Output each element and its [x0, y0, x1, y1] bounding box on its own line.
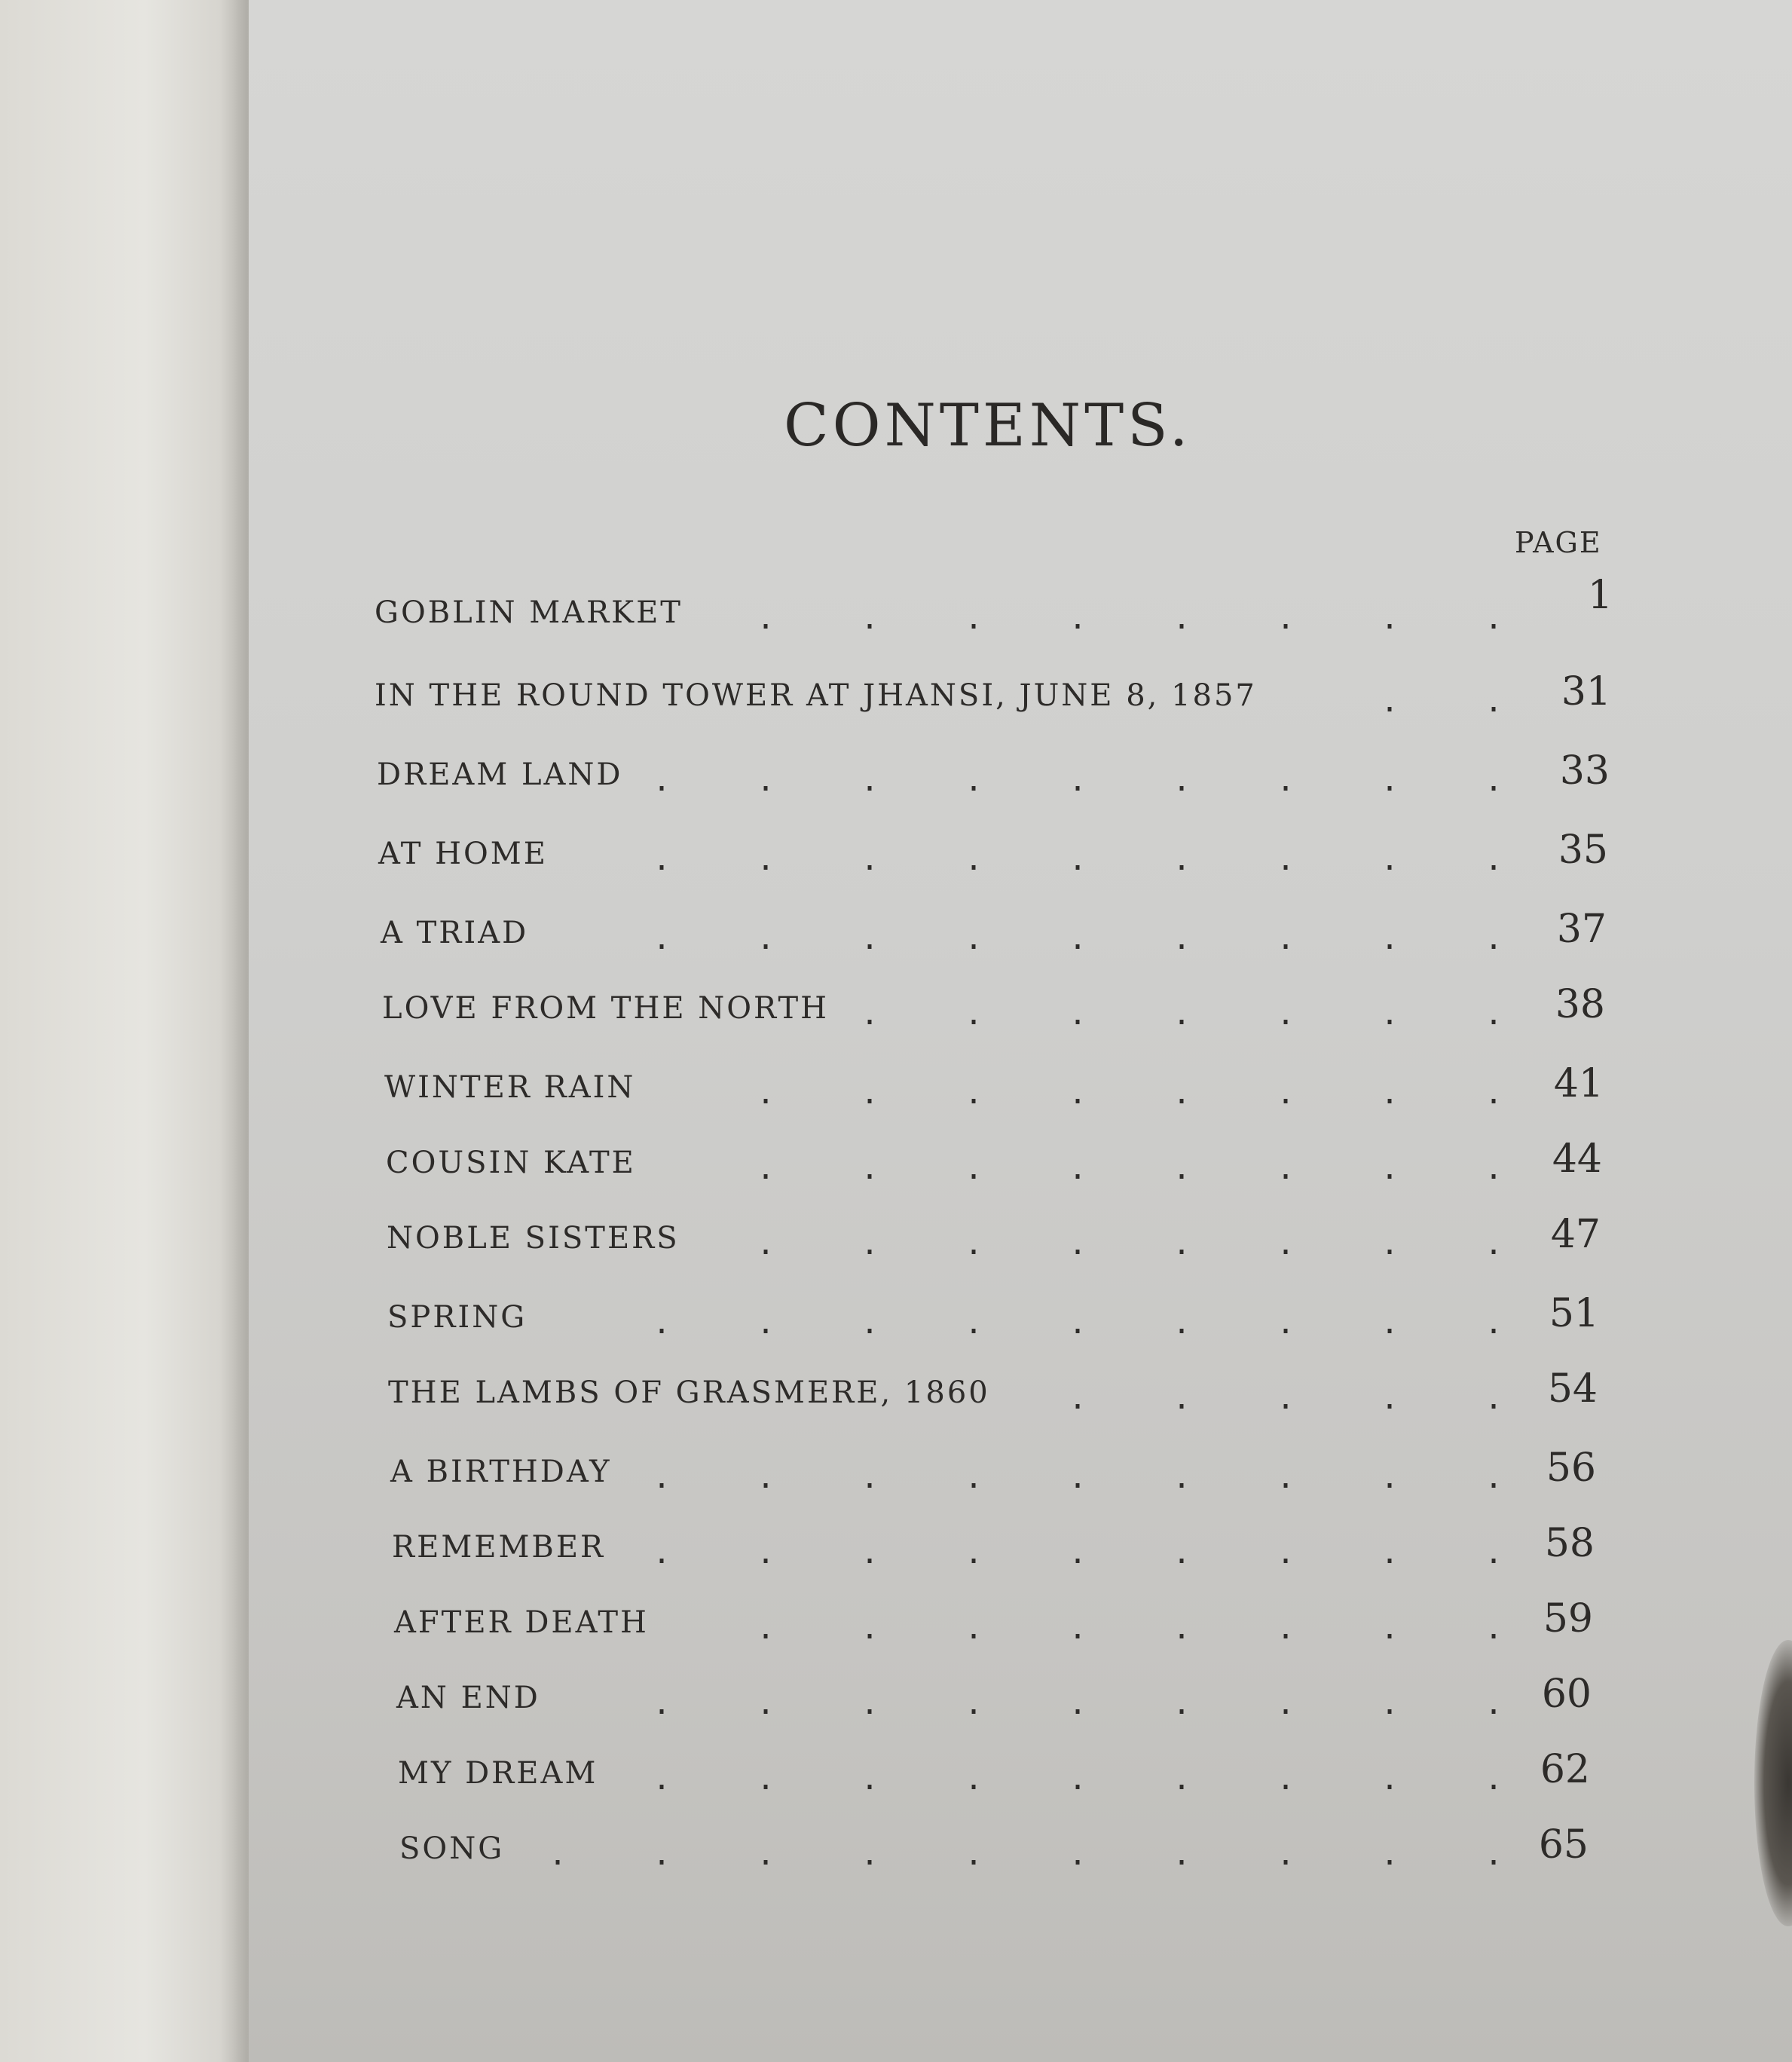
leader-dot: . [861, 1837, 879, 1872]
toc-entry [0, 1137, 1613, 1198]
leader-dot: . [1485, 1687, 1503, 1721]
leader-dot: . [757, 601, 775, 636]
leader-dot: . [1381, 1381, 1399, 1416]
leader-dot: . [1277, 1611, 1295, 1646]
toc-entry-title: SPRING [387, 1300, 528, 1335]
leader-dot: . [965, 763, 983, 798]
leader-dot: . [965, 1152, 983, 1186]
leader-dot: . [861, 922, 879, 956]
leader-dot: . [1381, 601, 1399, 636]
leader-dot: . [1485, 601, 1503, 636]
leader-dot: . [861, 843, 879, 877]
leader-dot: . [1069, 922, 1087, 956]
leader-dot: . [861, 1152, 879, 1186]
leader-dot: . [757, 1536, 775, 1571]
leader-dot: . [1277, 1837, 1295, 1872]
toc-entry-page-number: 62 [1540, 1747, 1590, 1792]
leader-dot: . [1485, 1227, 1503, 1262]
toc-entry [0, 573, 1613, 648]
leader-dot: . [653, 1461, 671, 1495]
leader-dot: . [653, 843, 671, 877]
leader-dot: . [1381, 1687, 1399, 1721]
toc-entry-page-number: 60 [1541, 1672, 1592, 1717]
toc-entry [0, 1747, 1613, 1809]
toc-entry-title: AN END [396, 1681, 540, 1715]
leader-dot: . [965, 1461, 983, 1495]
leader-dot: . [653, 922, 671, 956]
toc-entry-title: DREAM LAND [377, 757, 623, 792]
toc-entry [0, 1672, 1613, 1733]
leader-dot: . [1173, 1536, 1191, 1571]
leader-dot: . [1381, 1837, 1399, 1872]
toc-entry-title: MY DREAM [398, 1756, 598, 1791]
leader-dot: . [965, 1536, 983, 1571]
leader-dot: . [1069, 1687, 1087, 1721]
leader-dot: . [757, 1611, 775, 1646]
leader-dot: . [1381, 1306, 1399, 1341]
leader-dot: . [1485, 1306, 1503, 1341]
leader-dot: . [1277, 1536, 1295, 1571]
toc-entry-title: AT HOME [378, 837, 548, 871]
toc-entry-title: WINTER RAIN [384, 1070, 636, 1105]
leader-dot: . [757, 922, 775, 956]
toc-entry-page-number: 35 [1558, 828, 1608, 873]
leader-dot: . [1277, 922, 1295, 956]
leader-dot: . [861, 1762, 879, 1797]
leader-dot: . [1277, 843, 1295, 877]
leader-dot: . [965, 997, 983, 1032]
leader-dot: . [757, 1837, 775, 1872]
leader-dot: . [965, 1306, 983, 1341]
toc-entry [0, 1521, 1613, 1583]
toc-entry-title: AFTER DEATH [394, 1605, 649, 1640]
toc-entry-page-number: 54 [1547, 1366, 1598, 1412]
leader-dot: . [1381, 1461, 1399, 1495]
leader-dot: . [757, 1152, 775, 1186]
leader-dot: . [757, 1306, 775, 1341]
toc-entry-title: THE LAMBS OF GRASMERE, 1860 [388, 1375, 990, 1410]
leader-dot: . [1381, 1152, 1399, 1186]
leader-dot: . [757, 1687, 775, 1721]
leader-dot: . [549, 1837, 567, 1872]
toc-entry [0, 982, 1613, 1044]
leader-dot: . [965, 1611, 983, 1646]
toc-entry-title: GOBLIN MARKET [375, 595, 683, 630]
leader-dot: . [1381, 922, 1399, 956]
leader-dot: . [1069, 1536, 1087, 1571]
toc-entry-page-number: 44 [1552, 1137, 1602, 1182]
leader-dot: . [1381, 843, 1399, 877]
toc-entry-page-number: 58 [1544, 1521, 1595, 1566]
leader-dot: . [1069, 1076, 1087, 1111]
leader-dot: . [1173, 1381, 1191, 1416]
leader-dot: . [1173, 922, 1191, 956]
toc-entry [0, 1212, 1613, 1274]
leader-dot: . [1173, 763, 1191, 798]
leader-dot: . [757, 1461, 775, 1495]
leader-dot: . [1277, 1381, 1295, 1416]
leader-dot: . [1381, 997, 1399, 1032]
leader-dot: . [1173, 1227, 1191, 1262]
leader-dot: . [1381, 1227, 1399, 1262]
leader-dot: . [1277, 763, 1295, 798]
leader-dot: . [1485, 997, 1503, 1032]
leader-dot: . [1277, 601, 1295, 636]
toc-entry-page-number: 41 [1553, 1061, 1604, 1106]
toc-entry [0, 907, 1613, 968]
leader-dot: . [861, 601, 879, 636]
leader-dot: . [1069, 843, 1087, 877]
toc-entry-page-number: 47 [1550, 1212, 1601, 1257]
toc-entry-title: SONG [399, 1831, 505, 1866]
thumb-shadow [1754, 1640, 1792, 1926]
leader-dot: . [1069, 997, 1087, 1032]
leader-dot: . [1277, 1461, 1295, 1495]
toc-entry [0, 1596, 1613, 1658]
toc-entry [0, 748, 1613, 810]
leader-dot: . [861, 1461, 879, 1495]
leader-dot: . [1381, 1762, 1399, 1797]
leader-dot: . [861, 1306, 879, 1341]
leader-dot: . [1069, 1461, 1087, 1495]
leader-dot: . [861, 997, 879, 1032]
leader-dot: . [965, 1076, 983, 1111]
leader-dot: . [1381, 1611, 1399, 1646]
leader-dot: . [1277, 1306, 1295, 1341]
leader-dot: . [861, 1227, 879, 1262]
leader-dot: . [757, 1076, 775, 1111]
leader-dot: . [1069, 1837, 1087, 1872]
leader-dot: . [1381, 684, 1399, 719]
page-column-heading: PAGE [1515, 526, 1602, 559]
leader-dot: . [965, 1762, 983, 1797]
leader-dot: . [1173, 1611, 1191, 1646]
leader-dot: . [965, 1687, 983, 1721]
leader-dot: . [653, 1536, 671, 1571]
leader-dot: . [653, 1762, 671, 1797]
leader-dot: . [1485, 1837, 1503, 1872]
toc-entry [0, 1366, 1613, 1428]
toc-entry-page-number: 33 [1559, 748, 1610, 794]
leader-dot: . [1069, 1381, 1087, 1416]
toc-entry-title: IN THE ROUND TOWER AT JHANSI, JUNE 8, 1857 [375, 678, 1257, 713]
toc-entry-title: A TRIAD [381, 916, 529, 950]
leader-dot: . [1277, 1762, 1295, 1797]
toc-entry [0, 669, 1613, 731]
leader-dot: . [653, 1687, 671, 1721]
leader-dot: . [757, 1762, 775, 1797]
leader-dot: . [1381, 763, 1399, 798]
toc-entry-page-number: 1 [1587, 573, 1613, 618]
leader-dot: . [965, 601, 983, 636]
leader-dot: . [1173, 843, 1191, 877]
leader-dot: . [1069, 601, 1087, 636]
leader-dot: . [965, 843, 983, 877]
leader-dot: . [1485, 1762, 1503, 1797]
leader-dot: . [1173, 601, 1191, 636]
page-title: CONTENTS. [784, 392, 1192, 460]
leader-dot: . [1485, 1536, 1503, 1571]
leader-dot: . [965, 1837, 983, 1872]
leader-dot: . [1069, 763, 1087, 798]
leader-dot: . [653, 763, 671, 798]
toc-entry [0, 1061, 1613, 1123]
leader-dot: . [653, 1306, 671, 1341]
leader-dot: . [1277, 1227, 1295, 1262]
leader-dot: . [1069, 1227, 1087, 1262]
leader-dot: . [1485, 1152, 1503, 1186]
toc-entry-page-number: 59 [1543, 1596, 1593, 1641]
toc-entry-page-number: 51 [1549, 1291, 1599, 1336]
leader-dot: . [1173, 1076, 1191, 1111]
toc-entry [0, 1822, 1613, 1884]
leader-dot: . [757, 763, 775, 798]
leader-dot: . [1277, 1152, 1295, 1186]
leader-dot: . [861, 763, 879, 798]
leader-dot: . [1485, 684, 1503, 719]
toc-entry [0, 828, 1613, 889]
leader-dot: . [965, 922, 983, 956]
toc-entry-title: REMEMBER [392, 1530, 606, 1565]
leader-dot: . [1485, 763, 1503, 798]
leader-dot: . [965, 1227, 983, 1262]
leader-dot: . [1485, 1461, 1503, 1495]
leader-dot: . [653, 1837, 671, 1872]
toc-entry-title: NOBLE SISTERS [387, 1221, 680, 1256]
leader-dot: . [1173, 997, 1191, 1032]
leader-dot: . [1277, 997, 1295, 1032]
leader-dot: . [1485, 1381, 1503, 1416]
toc-entry-title: LOVE FROM THE NORTH [382, 991, 830, 1026]
leader-dot: . [861, 1076, 879, 1111]
leader-dot: . [1381, 1536, 1399, 1571]
leader-dot: . [1069, 1762, 1087, 1797]
leader-dot: . [861, 1611, 879, 1646]
leader-dot: . [1173, 1461, 1191, 1495]
leader-dot: . [1173, 1306, 1191, 1341]
leader-dot: . [757, 843, 775, 877]
leader-dot: . [1485, 1611, 1503, 1646]
leader-dot: . [1173, 1762, 1191, 1797]
toc-entry-page-number: 65 [1538, 1822, 1589, 1868]
toc-entry-title: COUSIN KATE [386, 1146, 636, 1180]
leader-dot: . [757, 1227, 775, 1262]
leader-dot: . [1485, 1076, 1503, 1111]
leader-dot: . [1485, 922, 1503, 956]
toc-entry-title: A BIRTHDAY [390, 1455, 612, 1489]
toc-entry-page-number: 38 [1555, 982, 1605, 1027]
toc-entry-page-number: 56 [1546, 1446, 1596, 1491]
leader-dot: . [1069, 1152, 1087, 1186]
leader-dot: . [1069, 1306, 1087, 1341]
leader-dot: . [861, 1687, 879, 1721]
toc-entry [0, 1446, 1613, 1507]
leader-dot: . [1277, 1687, 1295, 1721]
leader-dot: . [1069, 1611, 1087, 1646]
leader-dot: . [861, 1536, 879, 1571]
leader-dot: . [1173, 1687, 1191, 1721]
leader-dot: . [1381, 1076, 1399, 1111]
leader-dot: . [1173, 1837, 1191, 1872]
toc-entry-page-number: 37 [1556, 907, 1607, 952]
leader-dot: . [1485, 843, 1503, 877]
toc-entry [0, 1291, 1613, 1353]
leader-dot: . [1277, 1076, 1295, 1111]
toc-entry-page-number: 31 [1561, 669, 1611, 714]
leader-dot: . [1173, 1152, 1191, 1186]
